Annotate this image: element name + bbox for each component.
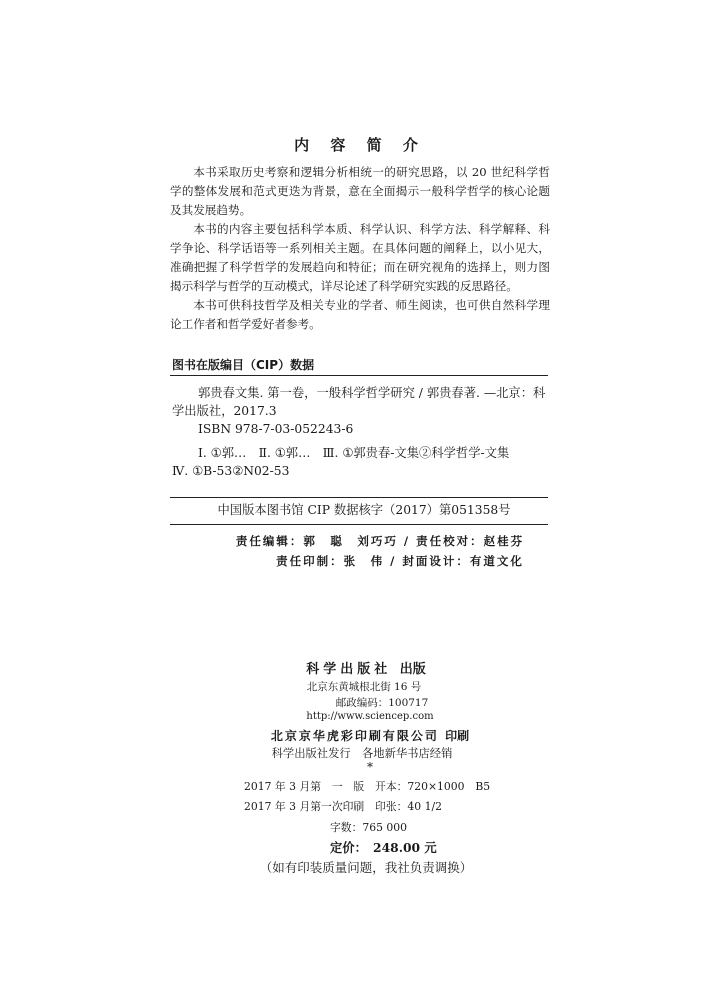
summary-paragraph: 本书的内容主要包括科学本质、科学认识、科学方法、科学解释、科学争论、科学话语等一系列相关主题。在具体问题的阐释上，以小见大，准确把握了科学哲学的发展趋向和特征；而在研究视角的选择上，则力图揭示科学与哲学的互动模式，详尽论述了科学研究实践的反思路径。 [170, 222, 550, 293]
quality-note: （如有印装质量问题，我社负责调换） [259, 860, 473, 875]
cip-title-line-cont: 学出版社，2017.3 [172, 404, 277, 418]
cip-title-line: 郭贵春文集. 第一卷，一般科学哲学研究 / 郭贵春著. —北京：科 [198, 386, 546, 400]
cip-classification-cont: Ⅳ. ①B-53②N02-53 [172, 464, 290, 478]
summary-paragraph: 本书可供科技哲学及相关专业的学者、师生阅读，也可供自然科学理论工作者和哲学爱好者参考。 [170, 298, 550, 331]
printing-line: 2017 年 3 月第一次印刷 印张：40 1/2 [244, 800, 442, 813]
price: 定价： 248.00 元 [330, 840, 437, 855]
distribution-line: 科学出版社发行 各地新华书店经销 [271, 747, 453, 760]
summary-text [170, 163, 550, 334]
word-count: 字数：765 000 [330, 821, 408, 834]
cip-heading: 图书在版编目（CIP）数据 [172, 358, 315, 372]
publisher-name [0, 658, 720, 677]
summary-title: 内 容 简 介 [294, 136, 426, 154]
cip-classification: Ⅰ. ①郭… Ⅱ. ①郭… Ⅲ. ①郭贵春-文集②科学哲学-文集 [198, 446, 510, 460]
cip-top-rule [170, 375, 548, 376]
cip-isbn: ISBN 978-7-03-052243-6 [198, 422, 354, 436]
publisher-postcode: 邮政编码：100717 [335, 697, 429, 709]
production-line: 责任印制：张 伟 / 封面设计：有道文化 [276, 554, 524, 568]
printer-name [0, 727, 720, 744]
publisher-suffix: 出版 [399, 662, 426, 677]
publisher-url: http://www.sciencep.com [306, 711, 434, 722]
cip-record-number: 中国版本图书馆 CIP 数据核字（2017）第051358号 [217, 503, 511, 517]
separator-star: * [367, 760, 373, 774]
cip-mid-rule [170, 497, 548, 498]
edition-line: 2017 年 3 月第 一 版 开本：720×1000 B5 [244, 780, 491, 793]
printer-suffix: 印刷 [445, 729, 470, 743]
cip-block [172, 384, 548, 480]
publisher-logo-text: 科学出版社 [306, 662, 392, 677]
publisher-address: 北京东黄城根北街 16 号 [306, 681, 422, 693]
cip-bottom-rule [170, 524, 548, 525]
printer-company: 北京京华虎彩印刷有限公司 [270, 729, 439, 743]
summary-paragraph: 本书采取历史考察和逻辑分析相统一的研究思路，以 20 世纪科学哲学的整体发展和范式更迭为背景，意在全面揭示一般科学哲学的核心论题及其发展趋势。 [170, 165, 550, 217]
editors-line: 责任编辑：郭 聪 刘巧巧 / 责任校对：赵桂芬 [235, 534, 525, 548]
